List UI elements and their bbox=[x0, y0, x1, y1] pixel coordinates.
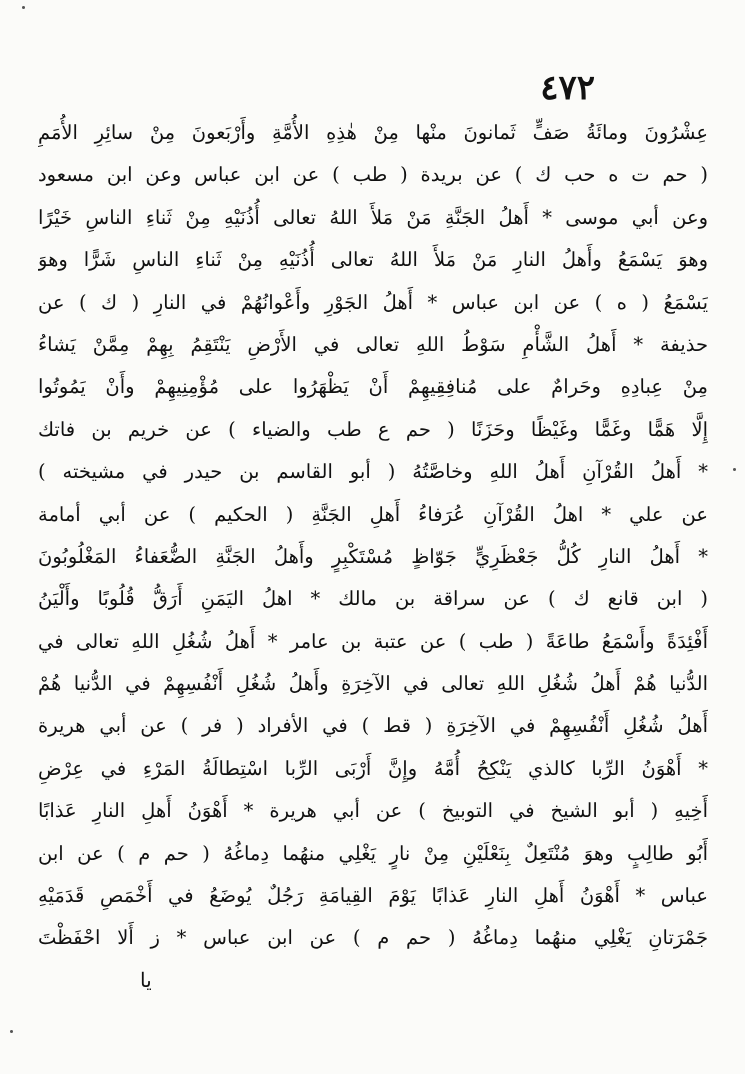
text-line: ( حم ت ه حب ك ) عن بريدة ( طب ) عن ابن عباس وعن ابن مسعود bbox=[38, 163, 708, 187]
scan-speck bbox=[22, 6, 25, 9]
catchword: يا bbox=[140, 968, 152, 992]
text-line: أَخِيهِ ( أبو الشيخ في التوبيخ ) عن أبي هريرة * أَهْوَنُ أَهلِ النارِ عَذابًا bbox=[38, 799, 708, 823]
text-line: يَسْمَعُ ( ه ) عن ابن عباس * أَهلُ الجَوْرِ وأَعْوانُهُمْ في النارِ ( ك ) عن bbox=[38, 290, 708, 314]
page-number: ٤٧٢ bbox=[540, 68, 595, 108]
text-line: مِنْ عِبادِهِ وحَرامٌ على مُنافِقِيهِمْ أَنْ يَظْهَرُوا على مُؤْمِنِيهِمْ وأَنْ يَمُوتُوا bbox=[38, 375, 708, 399]
text-line: عن علي * اهلُ القُرْآنِ عُرَفاءُ أَهلِ الجَنَّةِ ( الحكيم ) عن أبي أمامة bbox=[38, 502, 708, 526]
text-line: ( ابن قانع ك ) عن سراقة بن مالك * اهلُ اليَمَنِ أَرَقُّ قُلُوبًا وأَلْيَنُ bbox=[38, 587, 708, 611]
text-line: وهوَ يَسْمَعُ وأَهلُ النارِ مَنْ مَلأَ اللهُ تعالى أُذُنَيْهِ مِنْ ثَناءِ الناسِ شَرًّا وهوَ bbox=[38, 248, 708, 272]
text-line: عِشْرُونَ ومائَةُ صَفٍّ ثَمانونَ منْها مِنْ هٰذِهِ الأُمَّةِ وأَرْبَعونَ مِنْ سائِرِ الأُمَمِ bbox=[38, 121, 708, 144]
text-line: أَبُو طالِبٍ وهوَ مُنْتَعِلٌ بِنَعْلَيْنِ مِنْ نارٍ يَغْلِي منهُما دِماغُهُ ( حم م ) عن ابن bbox=[38, 841, 708, 865]
text-line: أَهلُ شُغُلِ أَنْفُسِهِمْ في الآخِرَةِ ( قط ) في الأفراد ( فر ) عن أبي هريرة bbox=[38, 714, 708, 738]
main-text bbox=[38, 112, 708, 960]
text-line: جَمْرَتانِ يَغْلِي منهُما دِماغُهُ ( حم م ) عن ابن عباس * ز أَلا احْفَظْتَ bbox=[38, 926, 708, 950]
text-line: وعن أبي موسى * أَهلُ الجَنَّةِ مَنْ مَلأَ اللهُ تعالى أُذُنَيْهِ مِنْ ثَناءِ الناسِ خَيْرًا bbox=[38, 205, 708, 229]
text-line: إِلَّا هَمًّا وغَمًّا وغَيْظًا وحَزَنًا ( حم ع طب والضياء ) عن خريم بن فاتك bbox=[38, 417, 708, 441]
text-line: * أَهلُ القُرْآنِ أَهلُ اللهِ وخاصَّتُهُ ( أبو القاسم بن حيدر في مشيخته ) bbox=[38, 460, 708, 484]
text-line: الدُّنيا هُمْ أَهلُ شُغُلِ اللهِ تعالى في الآخِرَةِ وأَهلُ شُغُلِ أَنْفُسِهِمْ في الدُّنيا هُمْ bbox=[38, 672, 708, 696]
scan-speck bbox=[10, 1030, 13, 1033]
text-line: أَفْئِدَةً وأَسْمَعُ طاعَةً ( طب ) عن عتبة بن عامر * أَهلُ شُغُلِ اللهِ تعالى في bbox=[38, 629, 708, 653]
text-line: * أَهْوَنُ الرِّبا كالذي يَنْكِحُ أُمَّهُ وإِنَّ أَرْبَى الرِّبا اسْتِطالَةُ المَرْءِ في عِرْضِ bbox=[38, 756, 708, 780]
text-line: عباس * أَهْوَنُ أَهلِ النارِ عَذابًا يَوْمَ القِيامَةِ رَجُلٌ يُوضَعُ في أَخْمَصِ قَدَمَيْهِ bbox=[38, 884, 708, 908]
scan-speck bbox=[733, 468, 736, 471]
text-line: * أَهلُ النارِ كُلُّ جَعْظَرِيٍّ جَوّاظٍ مُسْتَكْبِرٍ وأَهلُ الجَنَّةِ الضُّعَفاءُ المَغْلُوبُونَ bbox=[38, 544, 708, 568]
text-line: حذيفة * أَهلُ الشَّأْمِ سَوْطُ اللهِ تعالى في الأَرْضِ يَنْتَقِمُ بِهِمْ مِمَّنْ يَشاءُ bbox=[38, 332, 708, 356]
